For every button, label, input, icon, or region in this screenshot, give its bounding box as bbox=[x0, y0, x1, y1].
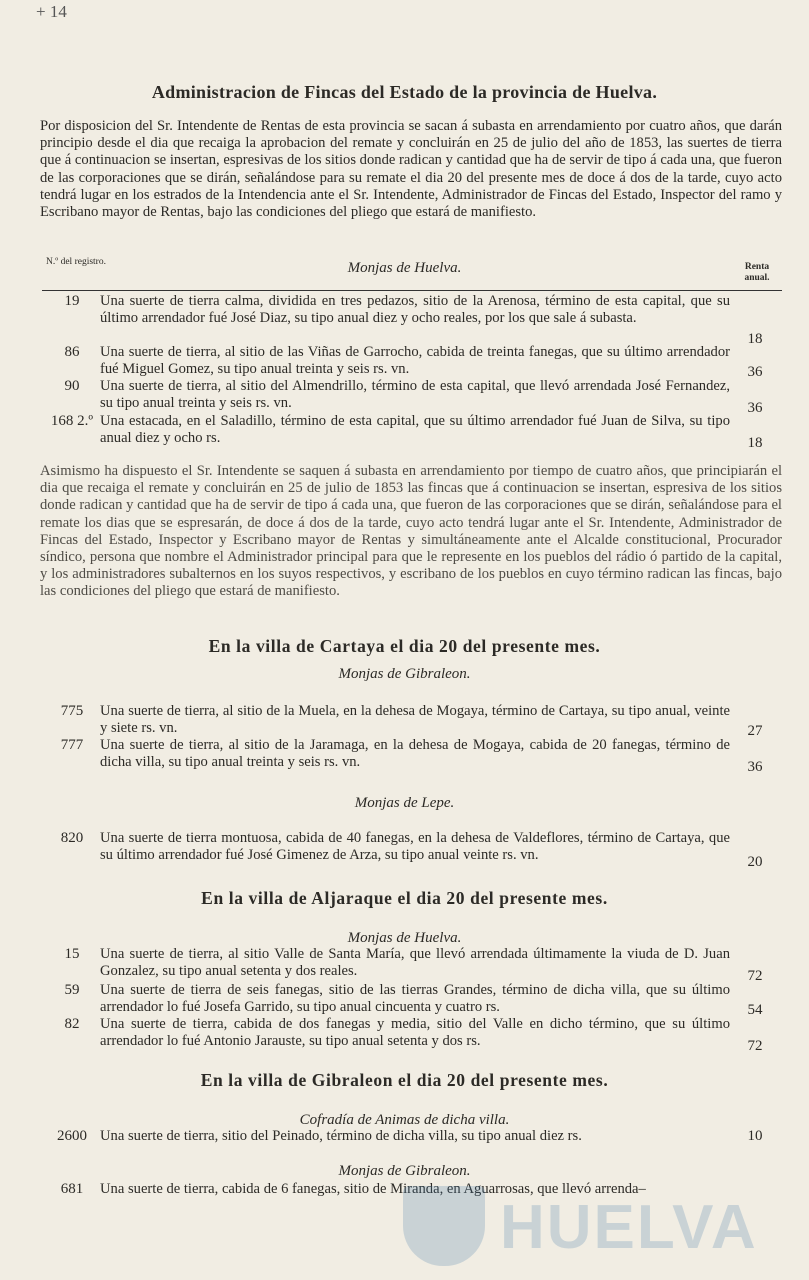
rent-amount: 27 bbox=[747, 723, 763, 739]
column-header-registry: N.º del registro. bbox=[46, 257, 106, 267]
rent-amount: 10 bbox=[747, 1128, 763, 1144]
group-heading-monjas-lepe: Monjas de Lepe. bbox=[354, 795, 455, 811]
page-title: Administracion de Fincas del Estado de la provincia de Huelva. bbox=[151, 82, 658, 102]
rent-amount: 20 bbox=[747, 854, 763, 870]
entry-text: Una suerte de tierra, al sitio Valle de Santa María, que llevó arrendada últimamente la viuda de D. Juan Gonzalez, su tipo anual setenta y dos reales. bbox=[100, 946, 730, 980]
registry-number: 15 bbox=[64, 946, 80, 962]
registry-number: 168 2.º bbox=[50, 413, 94, 429]
entry-text: Una suerte de tierra, cabida de 6 fanegas, sitio de Miranda, en Aguarrosas, que llevó arrenda– bbox=[100, 1181, 646, 1197]
rent-amount: 36 bbox=[747, 759, 763, 775]
rent-amount: 72 bbox=[747, 1038, 763, 1054]
group-heading-monjas-huelva: Monjas de Huelva. bbox=[347, 260, 462, 276]
entry-text: Una suerte de tierra, al sitio de la Muela, en la dehesa de Mogaya, término de Cartaya, su tipo anual, veinte y siete rs. vn. bbox=[100, 703, 730, 737]
rent-amount: 18 bbox=[747, 331, 763, 347]
registry-number: 775 bbox=[60, 703, 84, 719]
registry-number: 90 bbox=[64, 378, 80, 394]
entry-text: Una suerte de tierra calma, dividida en tres pedazos, sitio de la Arenosa, término de esta capital, que su último arrendador fué José Diaz, su tipo anual diez y ocho reales, por los que sale á subasta. bbox=[100, 293, 730, 327]
column-header-rent: Renta anual. bbox=[744, 262, 770, 283]
entry-text: Una suerte de tierra, al sitio del Almendrillo, término de esta capital, que llevó arrendada José Fernandez, su tipo anual treinta y seis rs. vn. bbox=[100, 378, 730, 412]
intro-paragraph: Por disposicion del Sr. Intendente de Rentas de esta provincia se sacan á subasta en arrendamiento por cuatro años, que darán principio desde el dia que recaiga la aprobacion del remate y concluirán en 25 de julio del año de 1853, las suertes de tierra que á continuacion se insertan, espresivas de los sitios donde radican y cantidad que ha de servir de tipo á cada una, que fueron de las corporaciones que se dirán, señalándose para su remate el dia 20 del presente mes de doce á dos de la tarde, cuyo acto tendrá lugar en los estrados de la Intendencia ante el Sr. Intendente, Administrador de Fincas del Estado, Inspector del ramo y Escribano mayor de Rentas, bajo las condiciones del pliego que estará de manifiesto. bbox=[40, 118, 782, 221]
rent-amount: 72 bbox=[747, 968, 763, 984]
rent-amount: 54 bbox=[747, 1002, 763, 1018]
registry-number: 82 bbox=[64, 1016, 80, 1032]
entry-text: Una suerte de tierra montuosa, cabida de 40 fanegas, en la dehesa de Valdeflores, término de Cartaya, que su último arrendador fué José Gimenez de Arza, su tipo anual veinte rs. vn. bbox=[100, 830, 730, 864]
registry-number: 86 bbox=[64, 344, 80, 360]
rent-amount: 18 bbox=[747, 435, 763, 451]
entry-text: Una suerte de tierra, al sitio de la Jaramaga, en la dehesa de Mogaya, cabida de 20 fanegas, término de dicha villa, su tipo anual treinta y seis rs. vn. bbox=[100, 737, 730, 771]
section-heading-aljaraque: En la villa de Aljaraque el dia 20 del presente mes. bbox=[201, 888, 608, 908]
registry-number: 681 bbox=[60, 1181, 84, 1197]
entry-text: Una suerte de tierra, al sitio de las Viñas de Garrocho, cabida de treinta fanegas, que su último arrendador fué Miguel Gomez, su tipo anual treinta y seis rs. vn. bbox=[100, 344, 730, 378]
watermark-text: HUELVA bbox=[500, 1193, 758, 1262]
entry-text: Una suerte de tierra de seis fanegas, sitio de las tierras Grandes, término de dicha villa, que su último arrendador lo fué Josefa Garrido, su tipo anual cincuenta y cuatro rs. bbox=[100, 982, 730, 1016]
registry-number: 2600 bbox=[57, 1128, 87, 1144]
entry-text: Una suerte de tierra, sitio del Peinado, término de dicha villa, su tipo anual diez rs. bbox=[100, 1128, 582, 1144]
registry-number: 19 bbox=[64, 293, 80, 309]
entry-text: Una estacada, en el Saladillo, término de esta capital, que su último arrendador fué Juan de Silva, su tipo anual diez y ocho rs. bbox=[100, 413, 730, 447]
group-heading-monjas-gibraleon-2: Monjas de Gibraleon. bbox=[338, 1163, 471, 1179]
section-heading-gibraleon: En la villa de Gibraleon el dia 20 del presente mes. bbox=[200, 1070, 609, 1090]
second-paragraph: Asimismo ha dispuesto el Sr. Intendente se saquen á subasta en arrendamiento por tiempo de cuatro años, que principiarán el dia que recaiga el remate y concluirán en 25 de julio de 1853 las fincas que á continuacion se insertan, espresiva de los sitios donde radican y cantidad que ha de servir de tipo á cada una, que fueron de las corporaciones que se dirán, señalándose para el remate los dias que se espresarán, de doce á dos de la tarde, cuyo acto tendrá lugar ante el Sr. Intendente, Administrador de Fincas del Estado, Inspector y Escribano mayor de Rentas y simultáneamente ante el Alcalde constitucional, Procurador síndico, persona que nombre el Administrador principal para que le represente en los pueblos del rádio ó partido de la capital, y los administradores subalternos en los suyos respectivos, y escribano de los pueblos en cuyo término radican las fincas, bajo las condiciones del pliego que estará de manifiesto. bbox=[40, 463, 782, 600]
archive-watermark bbox=[395, 1182, 775, 1272]
group-heading-monjas-huelva-2: Monjas de Huelva. bbox=[347, 930, 462, 946]
shield-icon bbox=[403, 1186, 485, 1266]
corner-mark: + 14 bbox=[36, 2, 67, 21]
rent-amount: 36 bbox=[747, 364, 763, 380]
group-heading-monjas-gibraleon: Monjas de Gibraleon. bbox=[338, 666, 471, 682]
group-heading-cofradia-animas: Cofradía de Animas de dicha villa. bbox=[299, 1112, 510, 1128]
rent-amount: 36 bbox=[747, 400, 763, 416]
header-rule bbox=[42, 290, 782, 291]
section-heading-cartaya: En la villa de Cartaya el dia 20 del presente mes. bbox=[208, 636, 601, 656]
entry-text: Una suerte de tierra, cabida de dos fanegas y media, sitio del Valle en dicho término, que su último arrendador lo fué Antonio Jarauste, su tipo anual setenta y dos rs. bbox=[100, 1016, 730, 1050]
registry-number: 777 bbox=[60, 737, 84, 753]
registry-number: 820 bbox=[60, 830, 84, 846]
registry-number: 59 bbox=[64, 982, 80, 998]
